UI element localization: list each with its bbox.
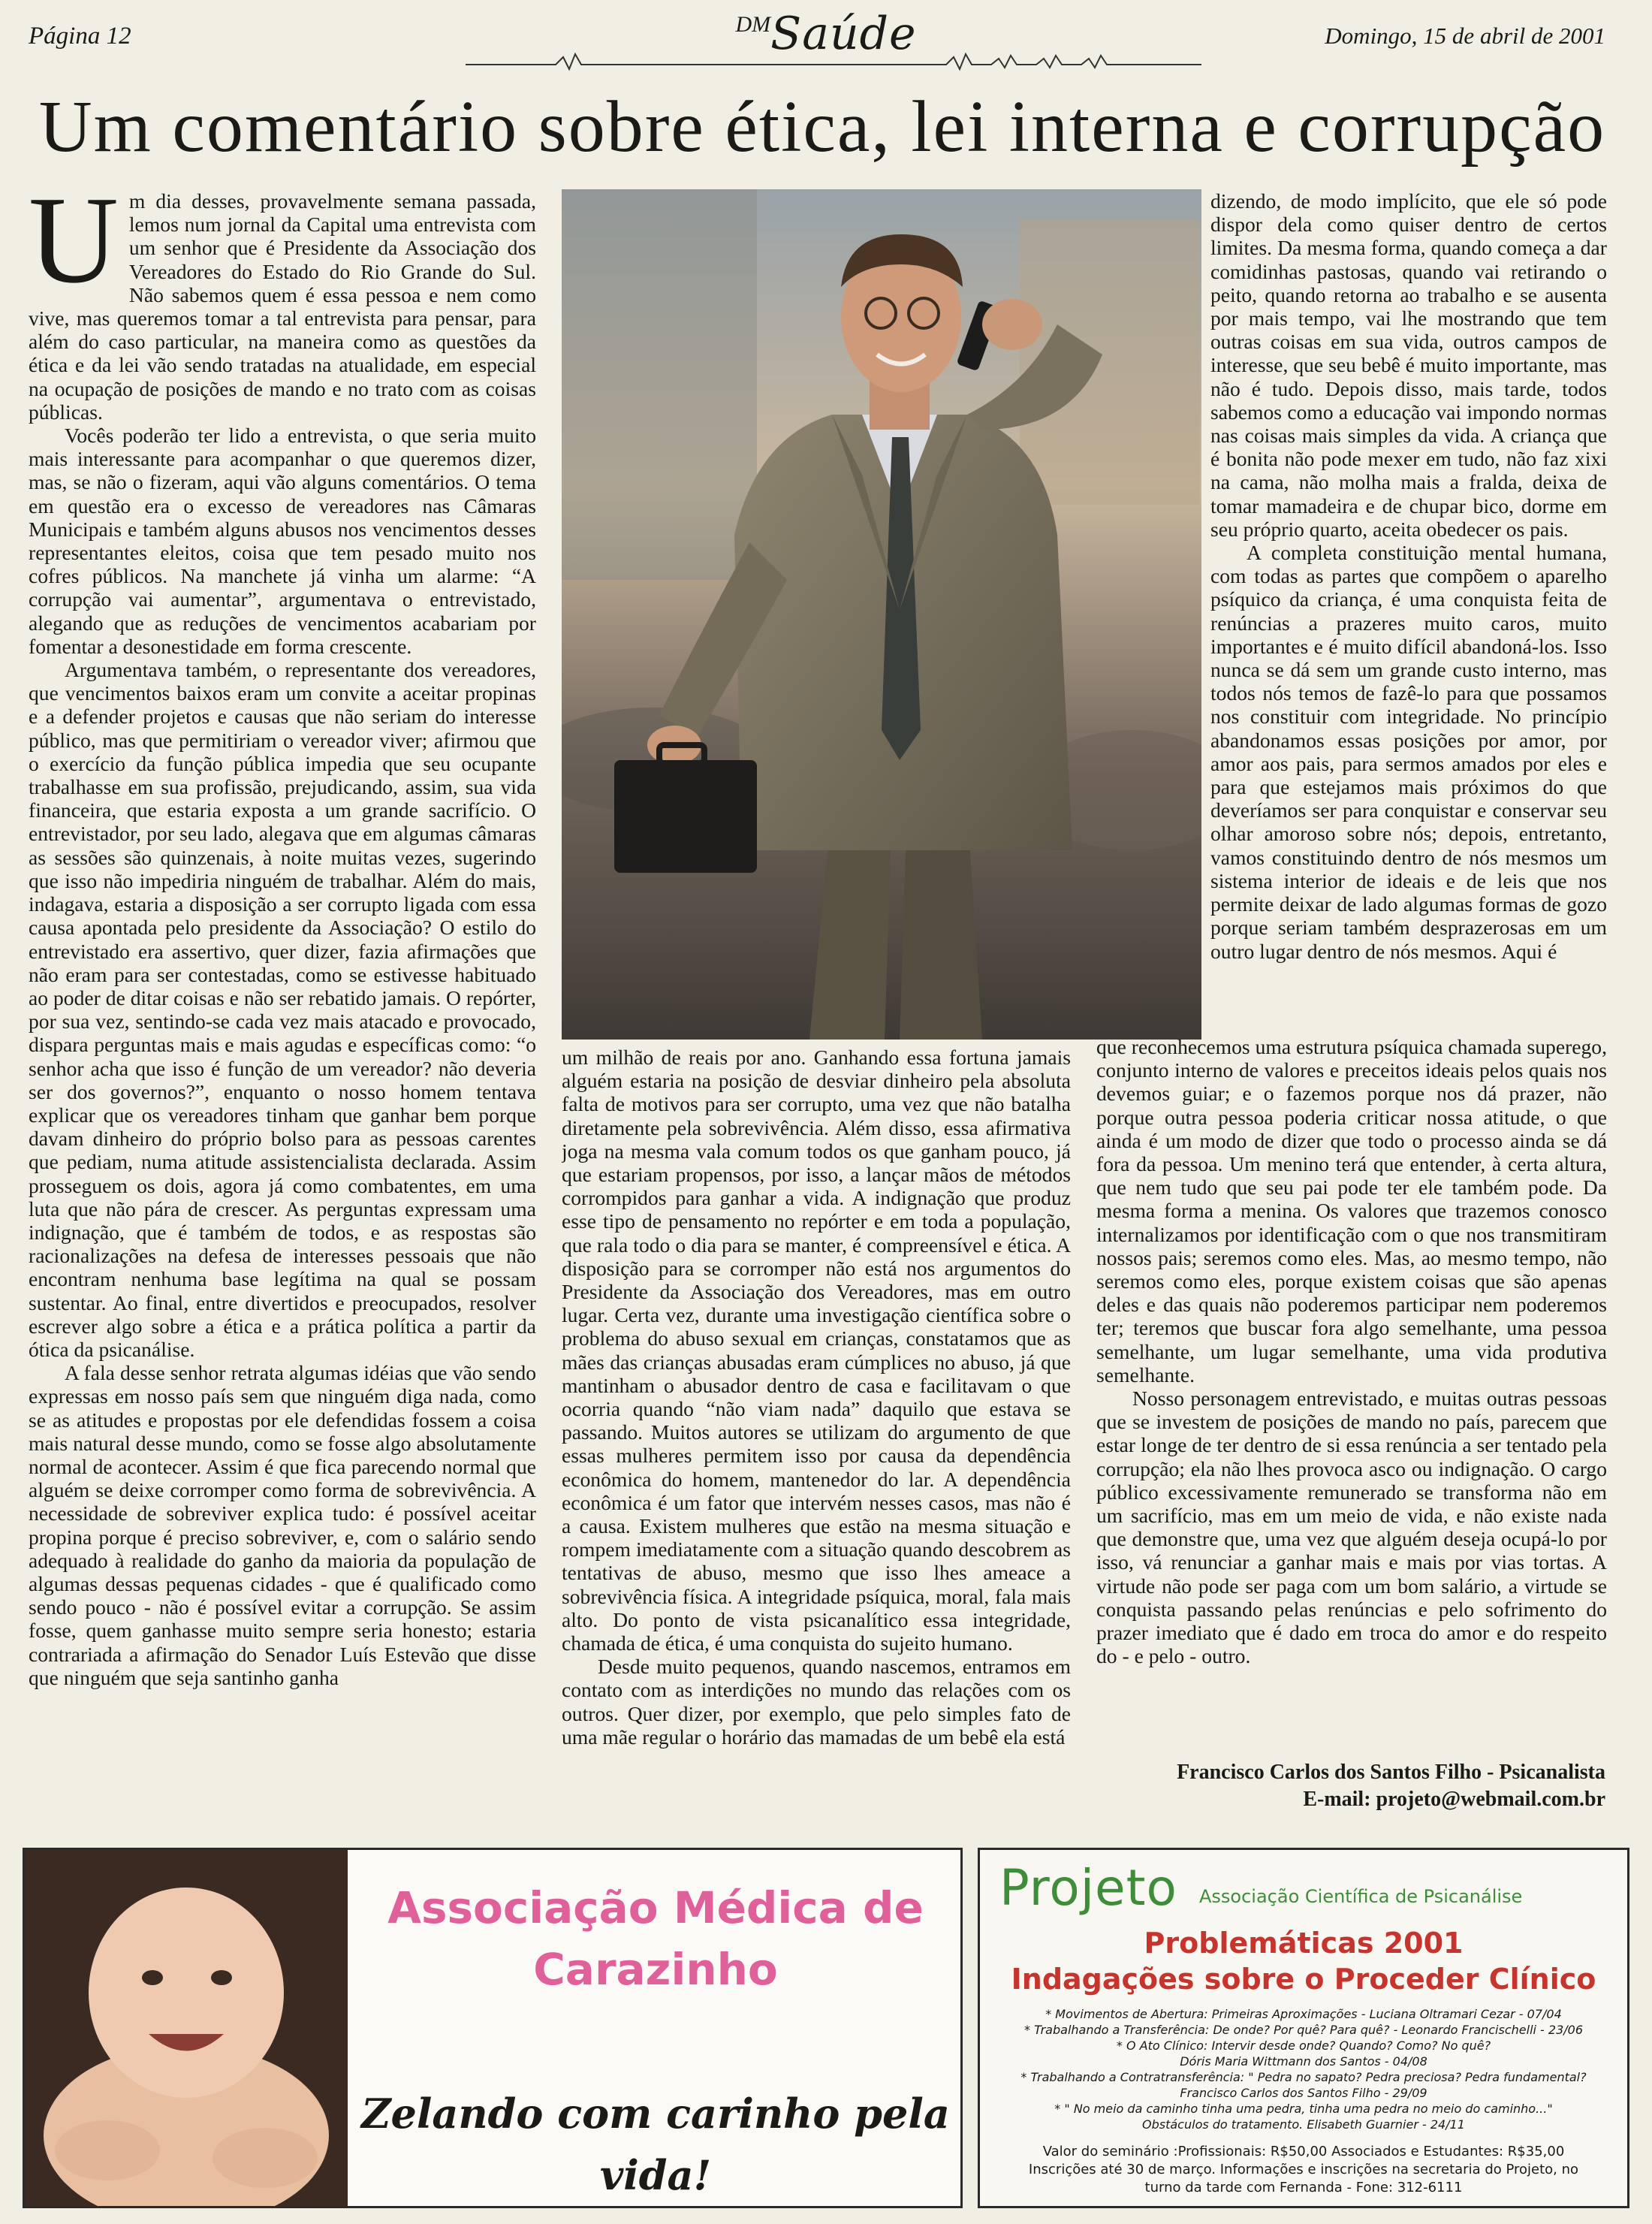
- article-column-3-continued: [1096, 1035, 1607, 1711]
- article-column-3: [1210, 189, 1607, 1035]
- article-column-1: [29, 189, 536, 1830]
- businessman-photo: [562, 189, 1201, 1040]
- list-item: * " No meio da caminho tinha uma pedra, tinha uma pedra no meio do caminho...": [1054, 2102, 1553, 2116]
- ad-projeto-heading: Problemáticas 2001: [1144, 1927, 1464, 1960]
- logo-saude: Saúde: [770, 8, 917, 60]
- article-headline: Um comentário sobre ética, lei interna e corrupção: [38, 86, 1606, 167]
- author-signature: [1005, 1759, 1605, 1813]
- ad-projeto-subtitle: Associação Científica de Psicanálise: [1199, 1886, 1523, 1907]
- list-item: * Trabalhando a Contratransferência: " Pedra no sapato? Pedra preciosa? Pedra fundamental?: [1020, 2070, 1587, 2084]
- heartbeat-line-icon: [466, 51, 1201, 72]
- seminar-list: [995, 2006, 1612, 2132]
- issue-date: Domingo, 15 de abril de 2001: [1325, 23, 1605, 49]
- list-item: * Trabalhando a Transferência: De onde? Por quê? Para quê? - Leonardo Francischelli - 23/06: [1023, 2023, 1584, 2037]
- author-name: Francisco Carlos dos Santos Filho - Psicanalista: [1177, 1761, 1605, 1784]
- paragraph: dizendo, de modo implícito, que ele só pode dispor dela como quiser dentro de certos limites. Da mesma forma, quando começa a dar comidinhas pastosas, quando vai retirando o peito, quando retorna ao trabalho e se ausenta por mais tempo, vai lhe mostrando que tem outras coisas em sua vida, outros campos de interesse, que seu bebê é muito importante, mas não é tudo. Depois disso, mais tarde, todos sabemos como a educação vai impondo normas nas coisas mais simples da vida. A criança que é bonita não pode mexer em tudo, não faz xixi na cama, não molha mais a fralda, deixa de tomar mamadeira e de chupar bico, dorme em seu próprio quarto, aceita obedecer os pais.: [1210, 189, 1607, 541]
- paragraph: Vocês poderão ter lido a entrevista, o que seria muito mais interessante para acompanhar o que queremos dizer, mas, se não o fizeram, aqui vão alguns comentários. O tema em questão era o excesso de vereadores nas Câmaras Municipais e também alguns abusos nos vencimentos desses representantes eleitos, coisa que tem pesado muito nos cofres públicos. Na manchete já vinha um alarme: “A corrupção vai aumentar”, argumentava o entrevistado, alegando que as reduções de vencimentos acabariam por fomentar a desonestidade em forma crescente.: [29, 424, 536, 658]
- ad-associacao-medica: [23, 1848, 963, 2208]
- ad-title: Associação Médica de Carazinho: [387, 1882, 924, 1995]
- list-item: Dóris Maria Wittmann dos Santos - 04/08: [1180, 2054, 1427, 2069]
- article-column-2: [562, 1046, 1071, 1830]
- drop-cap: U: [29, 189, 119, 309]
- paragraph: A fala desse senhor retrata algumas idéias que vão sendo expressas em nosso país sem que ninguém diga nada, como se as atitudes e propostas por ele defendidas fossem a coisa mais natural desse mundo, como se fosse algo absolutamente normal de acontecer. Assim é que fica parecendo normal que alguém se deixe corromper como forma de sobrevivência. A necessidade de sobreviver explica tudo: é possível aceitar propina porque é preciso sobreviver, e, com o salário sendo adequado à realidade do ganho da maioria da população de algumas dessas pequenas cidades - que é qualificado como sendo pouco - não é possível evitar a corrupção. Se assim fosse, quem ganhasse muito sempre seria honesto; estaria contrariada a afirmação do Senador Luís Estevão que disse que ninguém que seja santinho ganha: [29, 1361, 536, 1689]
- list-item: Obstáculos do tratamento. Elisabeth Guarnier - 24/11: [1142, 2117, 1465, 2132]
- paragraph: Desde muito pequenos, quando nascemos, entramos em contato com as interdições no mundo das relações com os outros. Quer dizer, por exemplo, que pelo simples fato de uma mãe regular o horário das mamadas de um bebê ela está: [562, 1655, 1071, 1749]
- paragraph: A completa constituição mental humana, com todas as partes que compõem o aparelho psíquico da criança, é uma conquista feita de renúncias a prazeres muito caros, muito importantes e é muito difícil abandoná-los. Isso nunca se dá sem um grande custo interno, mas todos nós temos de fazê-lo para que possamos nos constituir com integridade. No princípio abandonamos essas posições por amor, por amor aos pais, para sermos amados por eles e para que estejamos mais próximos do que deveríamos ser para conquistar e conservar seu olhar amoroso sobre nós; depois, entretanto, vamos constituindo dentro de nós mesmos um sistema interior de ideais e de leis que nos permite deixar de lado algumas formas de gozo porque seriam também desprazerosas em um outro lugar dentro de nós mesmos. Aqui é: [1210, 541, 1607, 963]
- ad-projeto: [978, 1848, 1629, 2208]
- list-item: * Movimentos de Abertura: Primeiras Aproximações - Luciana Oltramari Cezar - 07/04: [1045, 2007, 1562, 2021]
- logo-dm: DM: [735, 12, 771, 37]
- paragraph: um milhão de reais por ano. Ganhando essa fortuna jamais alguém estaria na posição de desviar dinheiro pela absoluta falta de motivos para ser corrupto, uma vez que não batalha diretamente pela sobrevivência. Além disso, essa afirmativa joga na mesma vala comum todos os que ganham pouco, já que estariam propensos, por isso, a lançar mãos de métodos corrompidos para ganhar a vida. A indignação que produz esse tipo de pensamento no repórter e em toda a população, que rala todo o dia para se manter, é compreensível e ética. A disposição para se corromper não está nos argumentos do Presidente da Associação dos Vereadores, mas em outro lugar. Certa vez, durante uma investigação científica sobre o problema do abuso sexual em crianças, constatamos que as mães das crianças abusadas eram cúmplices no abuso, já que mantinham o abusador dentro de casa e facilitavam o que ocorria quando “não viam nada” daquilo que estava se passando. Muitos autores se utilizam do argumento de que essas mulheres permitem isso por causa da dependência econômica do homem, mantenedor do lar. A dependência econômica é um fator que intervém nesses casos, mas não é a causa. Existem mulheres que estão na mesma situação e rompem imediatamente com a situação quando descobrem as tentativas de abuso, mesmo que isso lhes ameace a sobrevivência física. A integridade psíquica, moral, fala mais alto. Do ponto de vista psicanalítico essa integridade, chamada de ética, é uma conquista do sujeito humano.: [562, 1046, 1071, 1655]
- contact-line: turno da tarde com Fernanda - Fone: 312-6111: [1144, 2180, 1463, 2195]
- list-item: * O Ato Clínico: Intervir desde onde? Quando? Como? No quê?: [1116, 2038, 1491, 2053]
- page-number: Página 12: [29, 23, 131, 50]
- ad-slogan: Zelando com carinho pela vida!: [361, 2090, 950, 2199]
- list-item: Francisco Carlos dos Santos Filho - 29/09: [1180, 2086, 1427, 2100]
- ad-projeto-subheading: Indagações sobre o Proceder Clínico: [1011, 1963, 1596, 1996]
- price-line: Valor do seminário :Profissionais: R$50,00 Associados e Estudantes: R$35,00: [1042, 2144, 1565, 2159]
- author-email[interactable]: E-mail: projeto@webmail.com.br: [1303, 1788, 1605, 1811]
- paragraph: Argumentava também, o representante dos vereadores, que vencimentos baixos eram um convite a aceitar propinas e a defender projetos e causas que não seriam do interesse público, mas que permitiriam o vereador viver; afirmou que o exercício da função pública impedia que seu ocupante trabalhasse em sua profissão, prejudicando, assim, sua vida financeira, que estaria exposta a um grande sacrifício. O entrevistador, por seu lado, alegava que em algumas câmaras as sessões são quinzenais, à noite muitas vezes, sugerindo que isso não impediria ninguém de trabalhar. Além do mais, indagava, estaria a disposição a ser corrupto ligada com essa causa apontada pelo presidente da Associação? O estilo do entrevistado era assertivo, quer dizer, fazia afirmações que não eram para ser contestadas, como se estivesse habituado ao poder de ditar coisas e não ser rebatido jamais. O repórter, por sua vez, sentindo-se cada vez mais atacado e provocado, dispara perguntas mais e mais agudas e específicas como: “o senhor acha que isso é função de um vereador? não deveria ser dos governos?”, enquanto o nosso homem tentava explicar que os vereadores tinham que ganhar bem porque davam dinheiro do próprio bolso para as pessoas carentes que pediam, numa atitude assistencialista declarada. Assim prosseguem os dois, agora já como combatentes, em uma luta que não pára de crescer. As perguntas expressam uma indignação, que é também de todos, e as respostas são racionalizações na defesa de interesses pessoais que não encontram nenhuma base legítima na qual se possam sustentar. Ao final, entre divertidos e preocupados, resolver escrever algo sobre a ética e a prática política a partir da ótica da psicanálise.: [29, 658, 536, 1361]
- paragraph: m dia desses, provavelmente semana passada, lemos num jornal da Capital uma entrevista com um senhor que é Presidente da Associação dos Vereadores do Estado do Rio Grande do Sul. Não sabemos quem é essa pessoa e nem como vive, mas queremos tomar a tal entrevista para pensar, para além do caso particular, na maneira como as questões da ética e da lei vão sendo tratadas na atualidade, em especial na ocupação de posições de mando e no trato com as coisas públicas.: [29, 189, 536, 424]
- baby-photo: [25, 1850, 348, 2206]
- paragraph: que reconhecemos uma estrutura psíquica chamada superego, conjunto interno de valores e preceitos ideais pelos quais nos devemos guiar; e o fazemos porque nos dá prazer, não porque outra pessoa poderia criticar nossa atitude, o que ainda é um modo de dizer que todo o processo ainda se dá fora da pessoa. Um menino terá que entender, à certa altura, que nem tudo que seu pai pode ter ele também pode. Da mesma forma a menina. Os valores que trazemos conosco internalizamos por identificação com o que nos transmitiram nossos pais; seremos como eles. Mas, ao mesmo tempo, não seremos como eles, porque existem coisas que são apenas deles e das quais não poderemos participar nem poderemos ter; teremos que buscar fora algo semelhante, uma pessoa semelhante, um lugar semelhante, uma vida produtiva semelhante.: [1096, 1035, 1607, 1387]
- paragraph: Nosso personagem entrevistado, e muitas outras pessoas que se investem de posições de mando no país, parecem que estar longe de ter dentro de si essa renúncia a ser tentado pela corrupção; ela não lhes provoca asco ou indignação. O cargo público excessivamente remunerado se transforma não em um sacrifício, mas em um meio de vida, e não existe nada que demonstre que, uma vez que alguém deseja ocupá-lo por isso, vá renunciar a ganhar mais e mais por vias tortas. A virtude não pode ser paga com um bom salário, a virtude se conquista passando pelas renúncias e pelo sofrimento do prazer imediato que é dado em troca do amor e do respeito do - e pelo - outro.: [1096, 1387, 1607, 1668]
- seminar-info: [995, 2143, 1612, 2197]
- registration-line: Inscrições até 30 de março. Informações e inscrições na secretaria do Projeto, no: [1028, 2162, 1579, 2177]
- ad-projeto-name: Projeto: [999, 1859, 1177, 1917]
